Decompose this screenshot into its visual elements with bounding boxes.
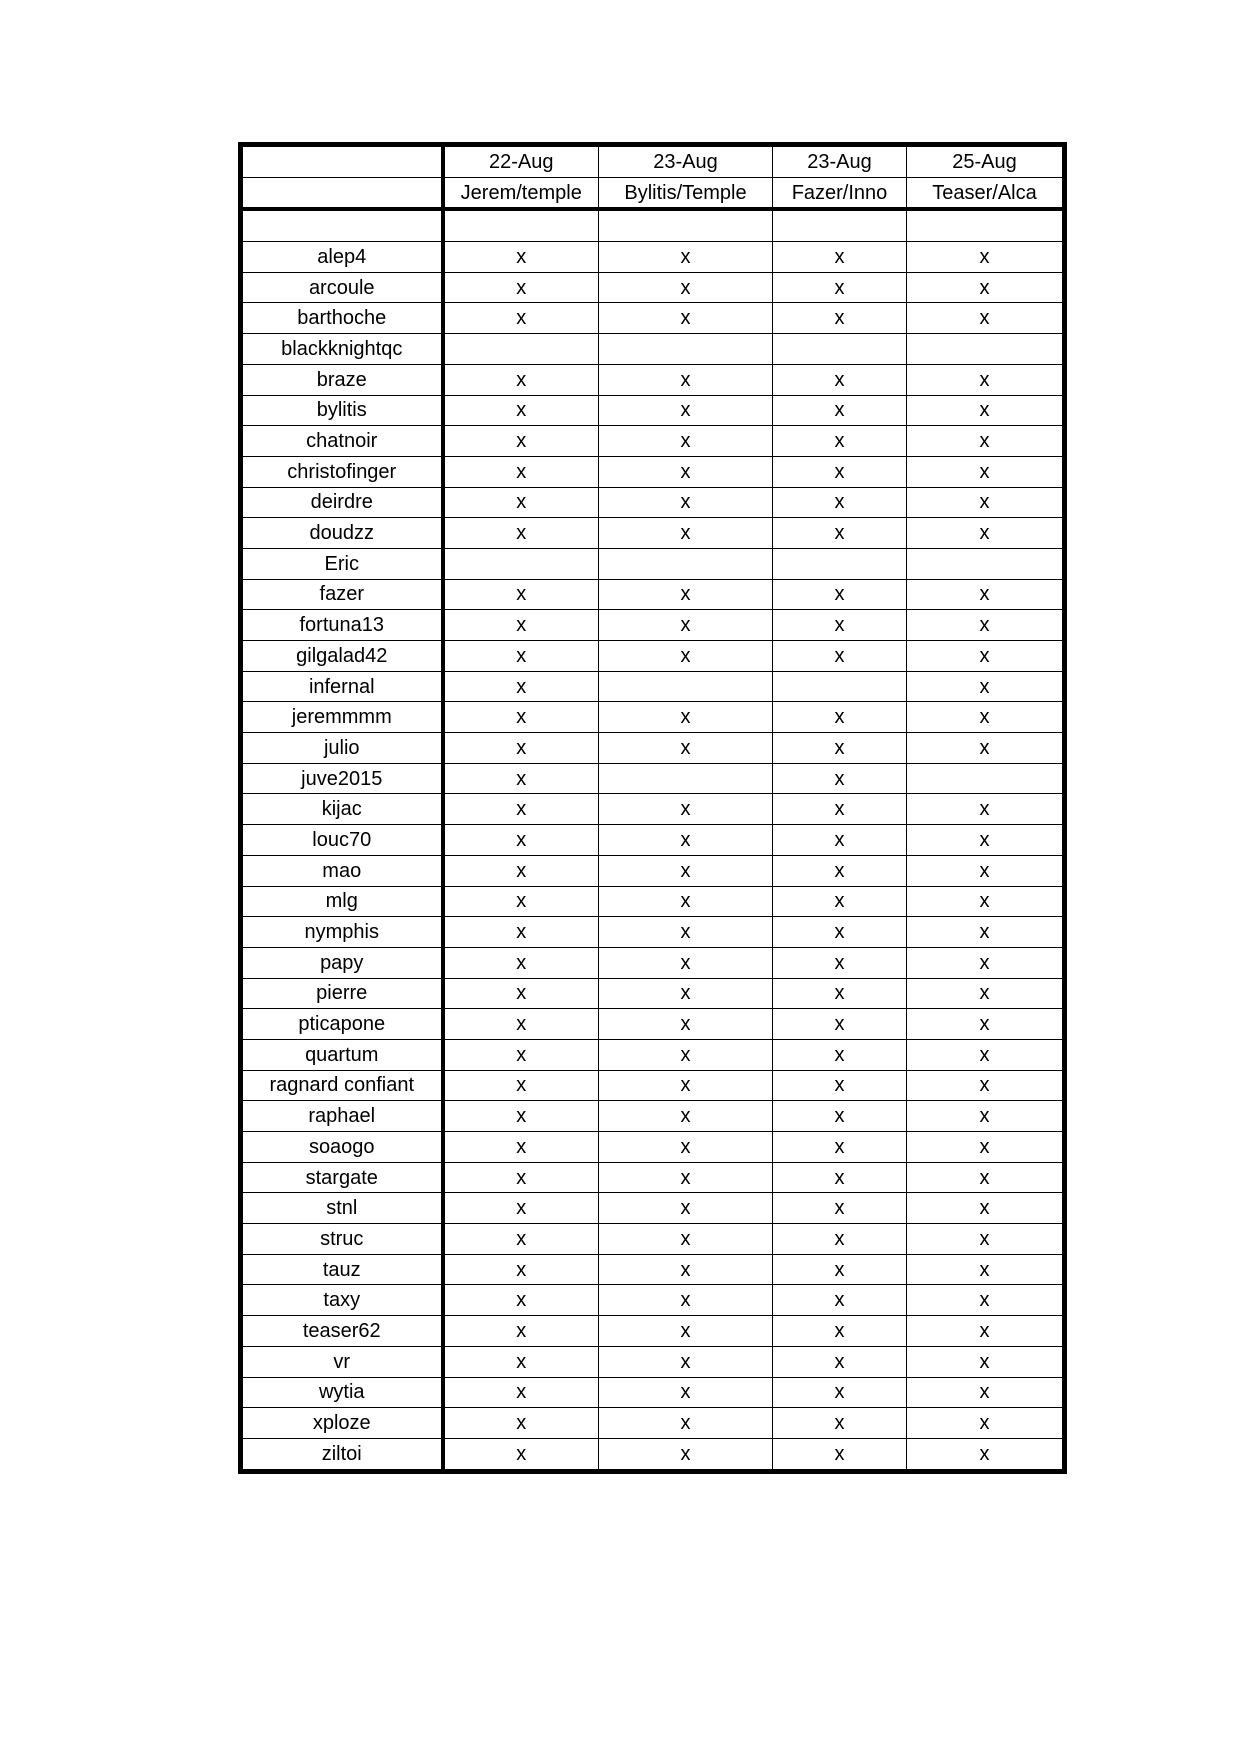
attendance-mark-cell: x (907, 1132, 1063, 1163)
attendance-mark-cell: x (443, 733, 599, 764)
attendance-mark-cell: x (443, 855, 599, 886)
header-corner-cell (243, 177, 443, 209)
attendance-mark-cell: x (773, 364, 907, 395)
attendance-mark-cell: x (599, 855, 773, 886)
empty-cell (599, 209, 773, 241)
table-row (243, 1377, 1063, 1408)
table-row (243, 917, 1063, 948)
participant-name-cell: stargate (243, 1162, 443, 1193)
attendance-mark-cell: x (773, 303, 907, 334)
participant-name-cell: julio (243, 733, 443, 764)
attendance-mark-cell: x (907, 426, 1063, 457)
attendance-mark-cell: x (599, 1009, 773, 1040)
attendance-mark-cell: x (907, 1285, 1063, 1316)
table-row (243, 1070, 1063, 1101)
participant-name-cell: kijac (243, 794, 443, 825)
participant-name-cell: teaser62 (243, 1316, 443, 1347)
attendance-mark-cell: x (907, 487, 1063, 518)
table-row (243, 518, 1063, 549)
attendance-mark-cell: x (907, 671, 1063, 702)
attendance-mark-cell: x (907, 303, 1063, 334)
attendance-mark-cell: x (773, 426, 907, 457)
attendance-mark-cell: x (599, 487, 773, 518)
table-row (243, 579, 1063, 610)
attendance-mark-cell: x (773, 733, 907, 764)
attendance-mark-cell: x (773, 763, 907, 794)
attendance-mark-cell: x (599, 518, 773, 549)
attendance-mark-cell: x (773, 487, 907, 518)
attendance-mark-cell (907, 763, 1063, 794)
attendance-mark-cell: x (907, 1039, 1063, 1070)
participant-name-cell: wytia (243, 1377, 443, 1408)
participant-name-cell: mao (243, 855, 443, 886)
attendance-mark-cell: x (443, 763, 599, 794)
header-event-cell: Jerem/temple (443, 177, 599, 209)
attendance-mark-cell: x (599, 1162, 773, 1193)
attendance-mark-cell: x (773, 1408, 907, 1439)
attendance-mark-cell: x (907, 579, 1063, 610)
attendance-mark-cell: x (907, 1162, 1063, 1193)
table-row (243, 1132, 1063, 1163)
table-row (243, 1346, 1063, 1377)
attendance-mark-cell: x (599, 794, 773, 825)
attendance-mark-cell: x (599, 1254, 773, 1285)
header-row-events (243, 177, 1063, 209)
attendance-mark-cell: x (599, 1039, 773, 1070)
table-row (243, 1254, 1063, 1285)
table-row (243, 1162, 1063, 1193)
attendance-mark-cell: x (599, 610, 773, 641)
table-row (243, 886, 1063, 917)
participant-name-cell: soaogo (243, 1132, 443, 1163)
table-row (243, 947, 1063, 978)
attendance-mark-cell: x (599, 947, 773, 978)
attendance-mark-cell (907, 334, 1063, 365)
attendance-mark-cell: x (907, 272, 1063, 303)
participant-name-cell: fazer (243, 579, 443, 610)
attendance-mark-cell: x (443, 1224, 599, 1255)
attendance-mark-cell: x (773, 1224, 907, 1255)
attendance-mark-cell: x (907, 855, 1063, 886)
attendance-mark-cell (773, 334, 907, 365)
participant-name-cell: nymphis (243, 917, 443, 948)
participant-name-cell: Eric (243, 548, 443, 579)
attendance-mark-cell: x (907, 1254, 1063, 1285)
table-row (243, 855, 1063, 886)
attendance-mark-cell: x (907, 733, 1063, 764)
attendance-mark-cell: x (443, 641, 599, 672)
attendance-mark-cell: x (443, 303, 599, 334)
attendance-mark-cell: x (907, 917, 1063, 948)
attendance-mark-cell: x (773, 978, 907, 1009)
attendance-mark-cell: x (599, 733, 773, 764)
attendance-mark-cell (443, 548, 599, 579)
table-row (243, 242, 1063, 273)
attendance-mark-cell: x (443, 702, 599, 733)
participant-name-cell: vr (243, 1346, 443, 1377)
table-row (243, 1009, 1063, 1040)
attendance-mark-cell: x (773, 794, 907, 825)
attendance-mark-cell: x (443, 1101, 599, 1132)
attendance-mark-cell: x (443, 886, 599, 917)
participant-name-cell: doudzz (243, 518, 443, 549)
attendance-mark-cell: x (773, 1009, 907, 1040)
table-row (243, 702, 1063, 733)
attendance-mark-cell: x (907, 1070, 1063, 1101)
participant-name-cell: struc (243, 1224, 443, 1255)
table-row (243, 763, 1063, 794)
attendance-mark-cell: x (907, 1101, 1063, 1132)
attendance-mark-cell: x (907, 641, 1063, 672)
table-row (243, 426, 1063, 457)
attendance-mark-cell: x (907, 456, 1063, 487)
attendance-mark-cell: x (907, 364, 1063, 395)
header-date-cell: 23-Aug (773, 147, 907, 178)
attendance-mark-cell: x (907, 395, 1063, 426)
attendance-mark-cell (907, 548, 1063, 579)
attendance-mark-cell: x (443, 1285, 599, 1316)
attendance-mark-cell: x (599, 1070, 773, 1101)
attendance-mark-cell: x (443, 1438, 599, 1469)
attendance-mark-cell: x (773, 1162, 907, 1193)
attendance-mark-cell: x (773, 456, 907, 487)
attendance-mark-cell: x (443, 610, 599, 641)
attendance-mark-cell: x (773, 518, 907, 549)
header-date-cell: 22-Aug (443, 147, 599, 178)
participant-name-cell: ziltoi (243, 1438, 443, 1469)
participant-name-cell: braze (243, 364, 443, 395)
attendance-mark-cell: x (599, 364, 773, 395)
table-row (243, 610, 1063, 641)
attendance-mark-cell: x (599, 1193, 773, 1224)
attendance-mark-cell: x (599, 1316, 773, 1347)
attendance-mark-cell: x (443, 1254, 599, 1285)
table-row (243, 456, 1063, 487)
attendance-mark-cell: x (599, 1285, 773, 1316)
table-row (243, 733, 1063, 764)
attendance-mark-cell: x (907, 1346, 1063, 1377)
attendance-mark-cell: x (599, 886, 773, 917)
attendance-mark-cell: x (443, 364, 599, 395)
attendance-mark-cell (773, 671, 907, 702)
header-event-cell: Bylitis/Temple (599, 177, 773, 209)
attendance-mark-cell: x (773, 1039, 907, 1070)
attendance-mark-cell: x (599, 272, 773, 303)
attendance-mark-cell: x (773, 242, 907, 273)
attendance-mark-cell: x (773, 702, 907, 733)
participant-name-cell: papy (243, 947, 443, 978)
table-row (243, 334, 1063, 365)
attendance-mark-cell: x (773, 272, 907, 303)
attendance-mark-cell: x (443, 917, 599, 948)
attendance-mark-cell: x (443, 242, 599, 273)
participant-name-cell: blackknightqc (243, 334, 443, 365)
attendance-mark-cell: x (443, 671, 599, 702)
participant-name-cell: louc70 (243, 825, 443, 856)
attendance-mark-cell: x (907, 702, 1063, 733)
attendance-mark-cell: x (599, 1101, 773, 1132)
attendance-mark-cell: x (773, 1193, 907, 1224)
attendance-mark-cell: x (907, 1316, 1063, 1347)
attendance-mark-cell: x (907, 610, 1063, 641)
attendance-mark-cell: x (443, 825, 599, 856)
attendance-mark-cell (599, 334, 773, 365)
attendance-mark-cell: x (773, 1101, 907, 1132)
attendance-mark-cell: x (773, 1316, 907, 1347)
attendance-mark-cell: x (443, 579, 599, 610)
header-corner-cell (243, 147, 443, 178)
attendance-mark-cell: x (443, 1039, 599, 1070)
participant-name-cell: gilgalad42 (243, 641, 443, 672)
attendance-mark-cell: x (773, 947, 907, 978)
attendance-mark-cell (773, 548, 907, 579)
attendance-mark-cell: x (599, 1438, 773, 1469)
attendance-mark-cell: x (907, 825, 1063, 856)
table-row (243, 1285, 1063, 1316)
participant-name-cell: alep4 (243, 242, 443, 273)
attendance-mark-cell: x (907, 1377, 1063, 1408)
attendance-mark-cell: x (599, 579, 773, 610)
attendance-mark-cell: x (907, 1009, 1063, 1040)
empty-cell (243, 209, 443, 241)
participant-name-cell: mlg (243, 886, 443, 917)
attendance-mark-cell: x (773, 1377, 907, 1408)
attendance-mark-cell: x (443, 978, 599, 1009)
attendance-mark-cell: x (599, 1408, 773, 1439)
header-row-dates (243, 147, 1063, 178)
participant-name-cell: infernal (243, 671, 443, 702)
participant-name-cell: bylitis (243, 395, 443, 426)
attendance-mark-cell: x (907, 1224, 1063, 1255)
participant-name-cell: jeremmmm (243, 702, 443, 733)
attendance-mark-cell: x (599, 702, 773, 733)
table-row (243, 364, 1063, 395)
attendance-mark-cell: x (773, 1346, 907, 1377)
participant-name-cell: stnl (243, 1193, 443, 1224)
table-row (243, 1316, 1063, 1347)
attendance-mark-cell: x (599, 1377, 773, 1408)
empty-cell (773, 209, 907, 241)
table-row (243, 794, 1063, 825)
table-row (243, 1039, 1063, 1070)
attendance-mark-cell: x (907, 242, 1063, 273)
participant-name-cell: pierre (243, 978, 443, 1009)
table-row (243, 825, 1063, 856)
table-row (243, 1193, 1063, 1224)
attendance-mark-cell: x (443, 1162, 599, 1193)
attendance-mark-cell (599, 671, 773, 702)
attendance-mark-cell: x (443, 1377, 599, 1408)
attendance-mark-cell: x (773, 1254, 907, 1285)
attendance-mark-cell: x (773, 641, 907, 672)
attendance-mark-cell: x (773, 1132, 907, 1163)
table-row (243, 671, 1063, 702)
attendance-mark-cell: x (443, 426, 599, 457)
attendance-mark-cell: x (907, 1408, 1063, 1439)
participant-name-cell: barthoche (243, 303, 443, 334)
attendance-mark-cell: x (599, 395, 773, 426)
attendance-mark-cell: x (907, 886, 1063, 917)
attendance-table (242, 146, 1063, 1470)
attendance-mark-cell: x (773, 395, 907, 426)
attendance-mark-cell: x (907, 947, 1063, 978)
attendance-mark-cell: x (773, 1070, 907, 1101)
attendance-mark-cell: x (773, 855, 907, 886)
attendance-mark-cell: x (599, 456, 773, 487)
attendance-mark-cell: x (599, 1346, 773, 1377)
participant-name-cell: raphael (243, 1101, 443, 1132)
attendance-mark-cell: x (443, 456, 599, 487)
table-row (243, 395, 1063, 426)
participant-name-cell: quartum (243, 1039, 443, 1070)
attendance-mark-cell: x (599, 303, 773, 334)
attendance-mark-cell: x (599, 1224, 773, 1255)
attendance-mark-cell: x (599, 641, 773, 672)
attendance-mark-cell: x (599, 917, 773, 948)
attendance-table-body (243, 147, 1063, 1470)
participant-name-cell: xploze (243, 1408, 443, 1439)
empty-cell (443, 209, 599, 241)
attendance-mark-cell: x (443, 1346, 599, 1377)
attendance-mark-cell: x (773, 579, 907, 610)
table-row (243, 1224, 1063, 1255)
table-row (243, 487, 1063, 518)
table-row (243, 272, 1063, 303)
attendance-mark-cell: x (443, 1408, 599, 1439)
attendance-mark-cell: x (773, 1438, 907, 1469)
participant-name-cell: taxy (243, 1285, 443, 1316)
participant-name-cell: fortuna13 (243, 610, 443, 641)
participant-name-cell: pticapone (243, 1009, 443, 1040)
attendance-table-frame (238, 142, 1067, 1474)
attendance-mark-cell: x (907, 518, 1063, 549)
attendance-mark-cell (599, 763, 773, 794)
participant-name-cell: ragnard confiant (243, 1070, 443, 1101)
attendance-mark-cell: x (599, 825, 773, 856)
table-row (243, 641, 1063, 672)
spacer-row (243, 209, 1063, 241)
attendance-mark-cell: x (443, 1070, 599, 1101)
participant-name-cell: tauz (243, 1254, 443, 1285)
participant-name-cell: deirdre (243, 487, 443, 518)
attendance-mark-cell: x (599, 978, 773, 1009)
header-date-cell: 23-Aug (599, 147, 773, 178)
attendance-mark-cell (443, 334, 599, 365)
attendance-mark-cell: x (443, 272, 599, 303)
attendance-mark-cell: x (773, 1285, 907, 1316)
attendance-mark-cell: x (443, 487, 599, 518)
attendance-mark-cell: x (599, 426, 773, 457)
attendance-mark-cell (599, 548, 773, 579)
attendance-mark-cell: x (773, 825, 907, 856)
table-row (243, 1438, 1063, 1469)
table-row (243, 1408, 1063, 1439)
header-date-cell: 25-Aug (907, 147, 1063, 178)
attendance-mark-cell: x (443, 518, 599, 549)
attendance-mark-cell: x (599, 1132, 773, 1163)
attendance-mark-cell: x (907, 794, 1063, 825)
attendance-mark-cell: x (907, 1193, 1063, 1224)
table-row (243, 303, 1063, 334)
attendance-mark-cell: x (443, 947, 599, 978)
participant-name-cell: juve2015 (243, 763, 443, 794)
attendance-mark-cell: x (599, 242, 773, 273)
attendance-mark-cell: x (443, 1316, 599, 1347)
attendance-mark-cell: x (443, 1132, 599, 1163)
table-row (243, 978, 1063, 1009)
participant-name-cell: christofinger (243, 456, 443, 487)
table-row (243, 1101, 1063, 1132)
header-event-cell: Fazer/Inno (773, 177, 907, 209)
attendance-mark-cell: x (773, 886, 907, 917)
participant-name-cell: chatnoir (243, 426, 443, 457)
attendance-mark-cell: x (443, 395, 599, 426)
table-row (243, 548, 1063, 579)
header-event-cell: Teaser/Alca (907, 177, 1063, 209)
attendance-mark-cell: x (907, 1438, 1063, 1469)
attendance-mark-cell: x (443, 1009, 599, 1040)
attendance-mark-cell: x (773, 917, 907, 948)
empty-cell (907, 209, 1063, 241)
attendance-mark-cell: x (907, 978, 1063, 1009)
attendance-mark-cell: x (443, 1193, 599, 1224)
attendance-mark-cell: x (443, 794, 599, 825)
attendance-mark-cell: x (773, 610, 907, 641)
participant-name-cell: arcoule (243, 272, 443, 303)
